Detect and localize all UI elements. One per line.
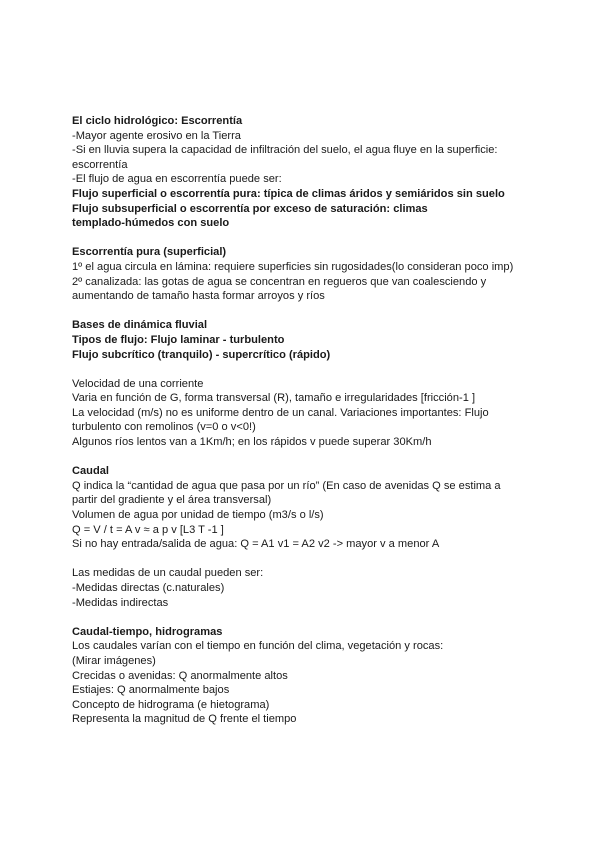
text-line: turbulento con remolinos (v=0 o v<0!) (72, 421, 256, 434)
bold-text-line: templado-húmedos con suelo (72, 217, 230, 230)
section-heading: El ciclo hidrológico: Escorrentía (72, 115, 243, 127)
bold-text-line: Tipos de flujo: Flujo laminar - turbulento (72, 333, 285, 346)
text-line: Concepto de hidrograma (e hietograma) (72, 698, 270, 711)
text-line: Velocidad de una corriente (72, 377, 204, 390)
text-line: 1º el agua circula en lámina: requiere superficies sin rugosidades(lo consideran poco imp) (72, 260, 514, 273)
bold-text-line: Flujo subcrítico (tranquilo) - supercrítico (rápido) (72, 348, 331, 361)
section-gap (72, 231, 542, 246)
text-line: 2º canalizada: las gotas de agua se concentran en regueros que van coalesciendo y (72, 275, 487, 288)
section (72, 625, 542, 727)
text-line: -Medidas directas (c.naturales) (72, 582, 225, 594)
section-heading: Caudal-tiempo, hidrogramas (72, 625, 223, 638)
section-heading: Escorrentía pura (superficial) (72, 246, 227, 259)
text-line: Si no hay entrada/salida de agua: Q = A1 v1 = A2 v2 -> mayor v a menor A (72, 538, 440, 551)
blank-line (72, 552, 542, 567)
section (72, 464, 542, 610)
section (72, 318, 542, 449)
text-line: -Mayor agente erosivo en la Tierra (72, 129, 241, 142)
text-line: (Mirar imágenes) (72, 654, 156, 667)
text-line: Q indica la “cantidad de agua que pasa por un río” (En caso de avenidas Q se estima a (72, 479, 501, 492)
text-line: -Si en lluvia supera la capacidad de infiltración del suelo, el agua fluye en la superficie: (72, 144, 498, 157)
text-line: escorrentía (72, 158, 128, 171)
text-line: Los caudales varían con el tiempo en función del clima, vegetación y rocas: (72, 640, 444, 653)
section-gap (72, 304, 542, 319)
section-heading: Caudal (72, 465, 109, 478)
bold-text-line: Flujo superficial o escorrentía pura: típica de climas áridos y semiáridos sin suelo (72, 187, 505, 200)
text-line: partir del gradiente y el área transversal) (72, 494, 272, 507)
text-line: Las medidas de un caudal pueden ser: (72, 567, 264, 580)
text-line: Estiajes: Q anormalmente bajos (72, 684, 230, 697)
text-line: aumentando de tamaño hasta formar arroyos y ríos (72, 290, 325, 303)
section-heading: Bases de dinámica fluvial (72, 319, 208, 332)
text-line: Algunos ríos lentos van a 1Km/h; en los rápidos v puede superar 30Km/h (72, 436, 432, 449)
blank-line (72, 362, 542, 377)
bold-text-line: Flujo subsuperficial o escorrentía por exceso de saturación: climas (72, 202, 428, 215)
section (72, 114, 542, 231)
text-line: -Medidas indirectas (72, 596, 169, 609)
text-line: Crecidas o avenidas: Q anormalmente altos (72, 669, 288, 682)
text-line: Representa la magnitud de Q frente el tiempo (72, 713, 297, 726)
section (72, 245, 542, 303)
document-body (72, 114, 542, 727)
text-line: Q = V / t = A v ≈ a p v [L3 T -1 ] (72, 523, 224, 536)
section-gap (72, 610, 542, 625)
text-line: La velocidad (m/s) no es uniforme dentro de un canal. Variaciones importantes: Flujo (72, 406, 489, 419)
text-line: -El flujo de agua en escorrentía puede ser: (72, 173, 282, 186)
text-line: Volumen de agua por unidad de tiempo (m3/s o l/s) (72, 509, 324, 522)
section-gap (72, 450, 542, 465)
text-line: Varia en función de G, forma transversal (R), tamaño e irregularidades [fricción-1 ] (72, 392, 476, 405)
